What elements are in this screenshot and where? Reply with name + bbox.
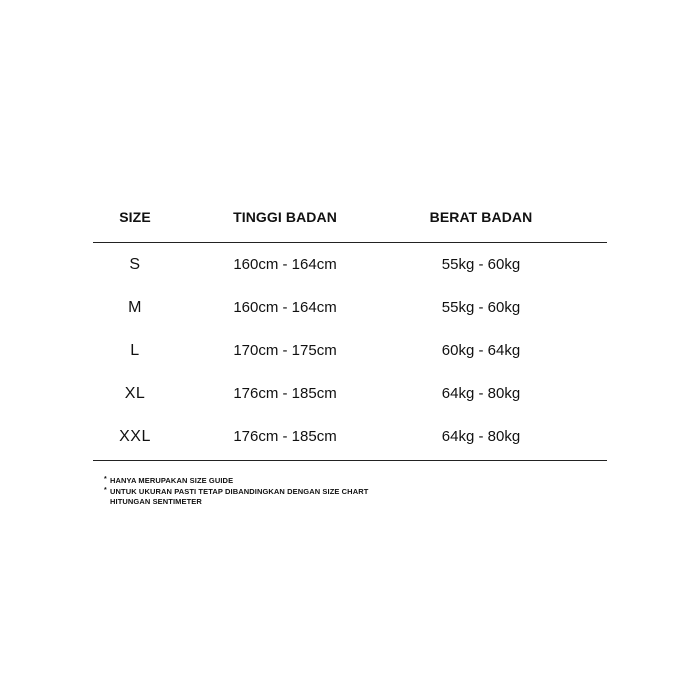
footnote-1 <box>104 476 368 487</box>
cell-size: S <box>129 256 141 273</box>
cell-height: 176cm - 185cm <box>233 385 337 402</box>
footnote-text: UNTUK UKURAN PASTI TETAP DIBANDINGKAN DENGAN SIZE CHART <box>110 486 369 496</box>
table-row <box>0 342 700 362</box>
footnote-marker: * <box>104 486 107 494</box>
header-size: SIZE <box>119 209 151 225</box>
cell-weight: 55kg - 60kg <box>441 299 521 316</box>
footnotes <box>104 476 368 508</box>
cell-weight: 55kg - 60kg <box>441 256 521 273</box>
footnote-marker: * <box>104 476 107 483</box>
cell-weight: 60kg - 64kg <box>441 342 521 359</box>
header-weight: BERAT BADAN <box>429 209 533 225</box>
table-bottom-divider <box>93 460 607 461</box>
cell-size: M <box>128 299 142 316</box>
cell-height: 160cm - 164cm <box>233 299 337 316</box>
table-row <box>0 256 700 276</box>
cell-height: 176cm - 185cm <box>233 428 337 445</box>
cell-size: XXL <box>119 428 151 445</box>
header-height: TINGGI BADAN <box>233 209 337 225</box>
cell-height: 160cm - 164cm <box>233 256 337 273</box>
table-header <box>0 209 700 229</box>
header-divider <box>93 242 607 243</box>
footnote-2 <box>104 487 368 508</box>
cell-size: XL <box>124 385 146 402</box>
cell-weight: 64kg - 80kg <box>441 428 521 445</box>
table-row <box>0 385 700 405</box>
table-row <box>0 428 700 448</box>
cell-size: L <box>130 342 140 359</box>
footnote-text: HANYA MERUPAKAN SIZE GUIDE <box>110 476 234 485</box>
cell-weight: 64kg - 80kg <box>441 385 521 402</box>
cell-height: 170cm - 175cm <box>233 342 337 359</box>
footnote-text-continued: HITUNGAN SENTIMETER <box>110 497 202 506</box>
table-row <box>0 299 700 319</box>
